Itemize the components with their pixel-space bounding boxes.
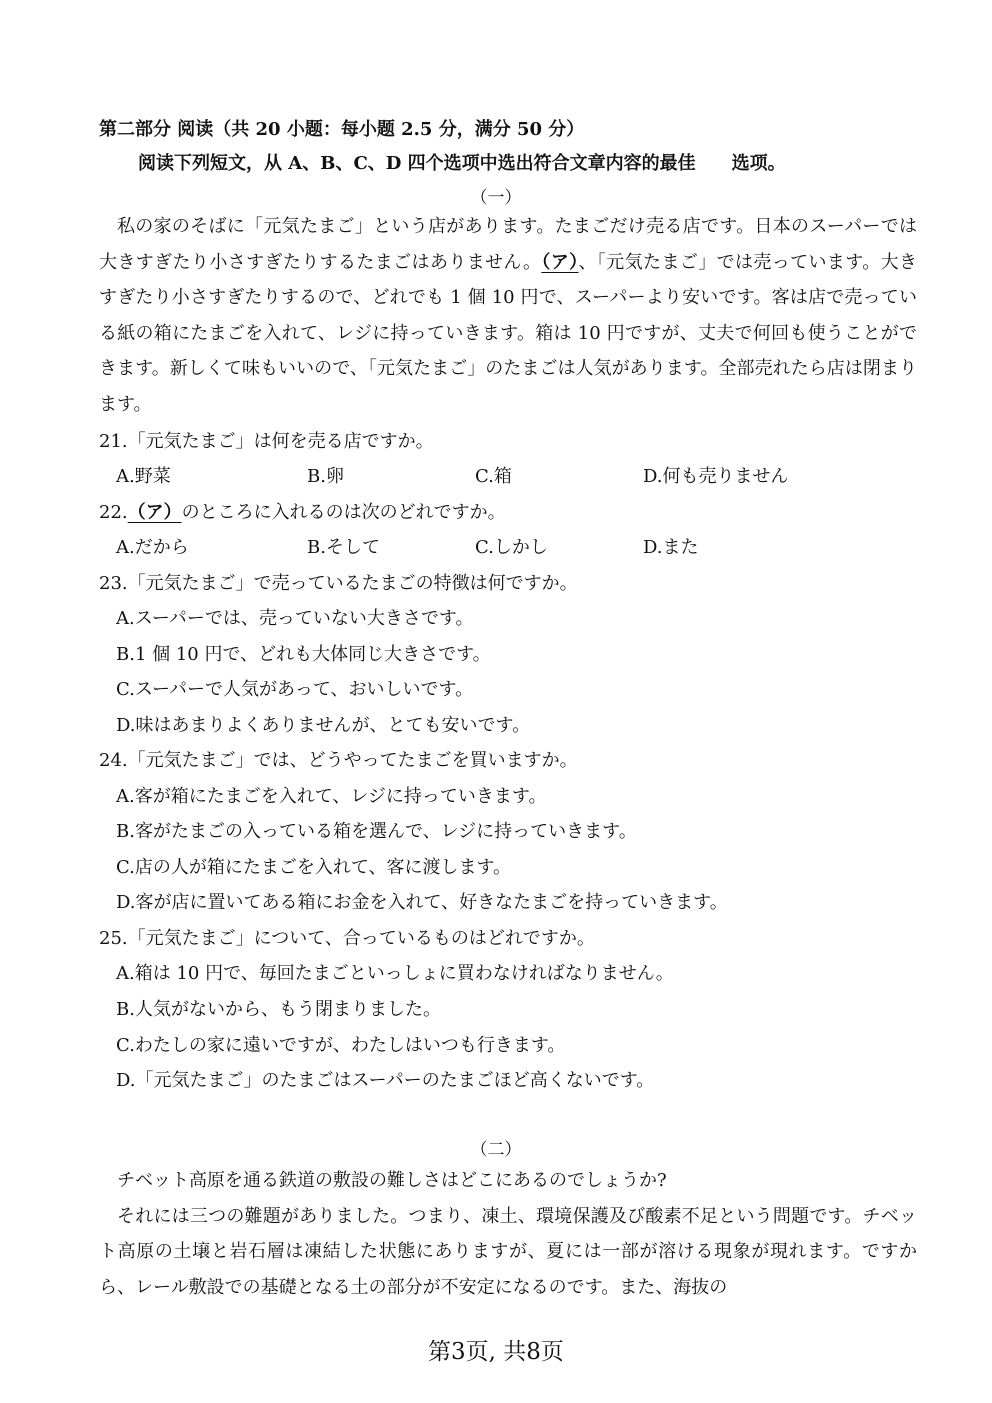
passage1-heading: （一） — [470, 188, 522, 208]
question-21-option-b[interactable]: B.卵 — [307, 466, 344, 487]
question-22-option-c[interactable]: C.しかし — [475, 537, 548, 558]
question-25-option-c[interactable]: C.わたしの家に遠いですが、わたしはいつも行きます。 — [116, 1035, 566, 1056]
passage2-text — [99, 1163, 917, 1305]
page-footer: 第3页, 共8页 — [428, 1339, 564, 1365]
question-23-option-a[interactable]: A.スーパーでは、売っていない大きさです。 — [116, 608, 474, 629]
question-24-option-a[interactable]: A.客が箱にたまごを入れて、レジに持っていきます。 — [116, 786, 547, 807]
question-22-stem — [99, 501, 506, 525]
passage2-para2: それには三つの難題がありました。つまり、凍土、環境保護及び酸素不足という問題です。チベット高原の土壌と岩石層は凍結した状態にありますが、夏には一部が溶ける現象が現れます。ですから、レール敷設での基礎となる土の部分が不安定になるのです。また、海抜の — [99, 1205, 917, 1298]
question-23-stem: 23.「元気たまご」で売っているたまごの特徴は何ですか。 — [99, 573, 578, 594]
passage2-para1: チベット高原を通る鉄道の敷設の難しさはどこにあるのでしょうか? — [117, 1170, 667, 1191]
question-22-prefix: 22. — [99, 502, 128, 523]
question-25-option-b[interactable]: B.人気がないから、もう閉まりました。 — [116, 999, 441, 1020]
question-21-stem: 21.「元気たまご」は何を売る店ですか。 — [99, 431, 434, 452]
question-22-blank: （ア） — [127, 502, 182, 523]
question-25-stem: 25.「元気たまご」について、合っているものはどれですか。 — [99, 928, 595, 949]
passage1-text — [99, 209, 917, 422]
question-23-option-c[interactable]: C.スーパーで人気があって、おいしいです。 — [116, 679, 474, 700]
passage2-heading: （二） — [470, 1140, 522, 1160]
question-25-option-a[interactable]: A.箱は 10 円で、毎回たまごといっしょに買わなければなりません。 — [116, 963, 674, 984]
question-24-option-b[interactable]: B.客がたまごの入っている箱を選んで、レジに持っていきます。 — [116, 821, 637, 842]
question-22-options — [0, 536, 992, 560]
question-21-option-c[interactable]: C.箱 — [475, 466, 512, 487]
question-22-option-a[interactable]: A.だから — [116, 537, 189, 558]
question-23-option-d[interactable]: D.味はあまりよくありませんが、とても安いです。 — [116, 715, 531, 736]
instruction: 阅读下列短文，从 A、B、C、D 四个选项中选出符合文章内容的最佳 选项。 — [138, 153, 786, 174]
question-24-stem: 24.「元気たまご」では、どうやってたまごを買いますか。 — [99, 750, 578, 771]
question-22-option-b[interactable]: B.そして — [307, 537, 380, 558]
question-21-options — [0, 465, 992, 489]
question-22-option-d[interactable]: D.また — [643, 537, 699, 558]
question-21-option-a[interactable]: A.野菜 — [116, 466, 171, 487]
question-24-option-c[interactable]: C.店の人が箱にたまごを入れて、客に渡します。 — [116, 857, 512, 878]
question-23-option-b[interactable]: B.1 個 10 円で、どれも大体同じ大きさです。 — [116, 644, 491, 665]
section-title: 第二部分 阅读（共 20 小题：每小题 2.5 分，满分 50 分） — [99, 119, 585, 140]
question-22-suffix: のところに入れるのは次のどれですか。 — [181, 502, 506, 523]
passage1-text-before: 私の家のそばに「元気たまご」という店があります。たまごだけ売る店です。日本のスーパーでは大きすぎたり小さすぎたりするたまごはありません。 — [99, 216, 917, 273]
question-24-option-d[interactable]: D.客が店に置いてある箱にお金を入れて、好きなたまごを持っていきます。 — [116, 892, 728, 913]
passage1-text-after: 、「元気たまご」では売っています。大きすぎたり小さすぎたりするので、どれでも 1 個 10 円で、スーパーより安いです。客は店で売っている紙の箱にたまごを入れて、レジに持っていきます。箱は 10 円ですが、丈夫で何回も使うことができます。新しくて味もいいので、「元気たまご」のたまごは人気があります。全部売れたら店は閉まります。 — [99, 251, 918, 415]
question-25-option-d[interactable]: D.「元気たまご」のたまごはスーパーのたまごほど高くないです。 — [116, 1070, 655, 1091]
passage1-blank: （ア） — [541, 251, 579, 273]
question-21-option-d[interactable]: D.何も売りません — [643, 466, 789, 487]
